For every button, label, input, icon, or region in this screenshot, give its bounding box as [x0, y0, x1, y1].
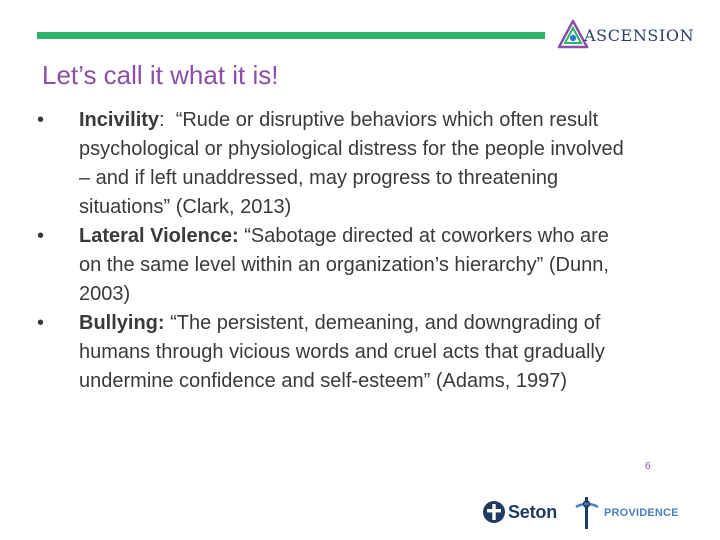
- bullet-marker: •: [37, 312, 45, 334]
- providence-logo: [572, 495, 679, 531]
- ascension-wordmark: ASCENSION: [584, 25, 695, 45]
- seton-cross-icon: [482, 500, 506, 524]
- seton-wordmark: Seton: [508, 501, 558, 522]
- term-incivility: Incivility: [79, 109, 160, 131]
- bullet-bullying: [37, 309, 627, 396]
- header-accent-bar: [37, 32, 545, 39]
- page-number: 6: [645, 461, 651, 472]
- slide-title: Let’s call it what it is!: [42, 60, 279, 90]
- providence-wordmark: PROVIDENCE: [604, 507, 679, 519]
- definition-incivility: “Rude or disruptive behaviors which often result psychological or physiological distress for the people involved – and if left unaddressed, may progress to threatening situations” (Clark, 2013): [79, 109, 624, 218]
- definition-bullying: “The persistent, demeaning, and downgrading of humans through vicious words and cruel acts that gradually undermine confidence and self-esteem” (Adams, 1997): [79, 312, 605, 392]
- providence-cross-icon: [572, 495, 602, 531]
- term-separator: :: [159, 109, 176, 131]
- definition-list: [37, 106, 627, 396]
- ascension-logo: [556, 18, 695, 52]
- bullet-marker: •: [37, 109, 45, 131]
- definition-lateral-violence: “Sabotage directed at coworkers who are on the same level within an organization’s hierarchy” (Dunn, 2003): [79, 225, 609, 305]
- term-lateral-violence: Lateral Violence:: [79, 225, 239, 247]
- bullet-marker: •: [37, 225, 45, 247]
- seton-logo: [482, 498, 557, 526]
- term-bullying: Bullying:: [79, 312, 165, 334]
- bullet-lateral-violence: [37, 222, 627, 309]
- bullet-incivility: [37, 106, 627, 222]
